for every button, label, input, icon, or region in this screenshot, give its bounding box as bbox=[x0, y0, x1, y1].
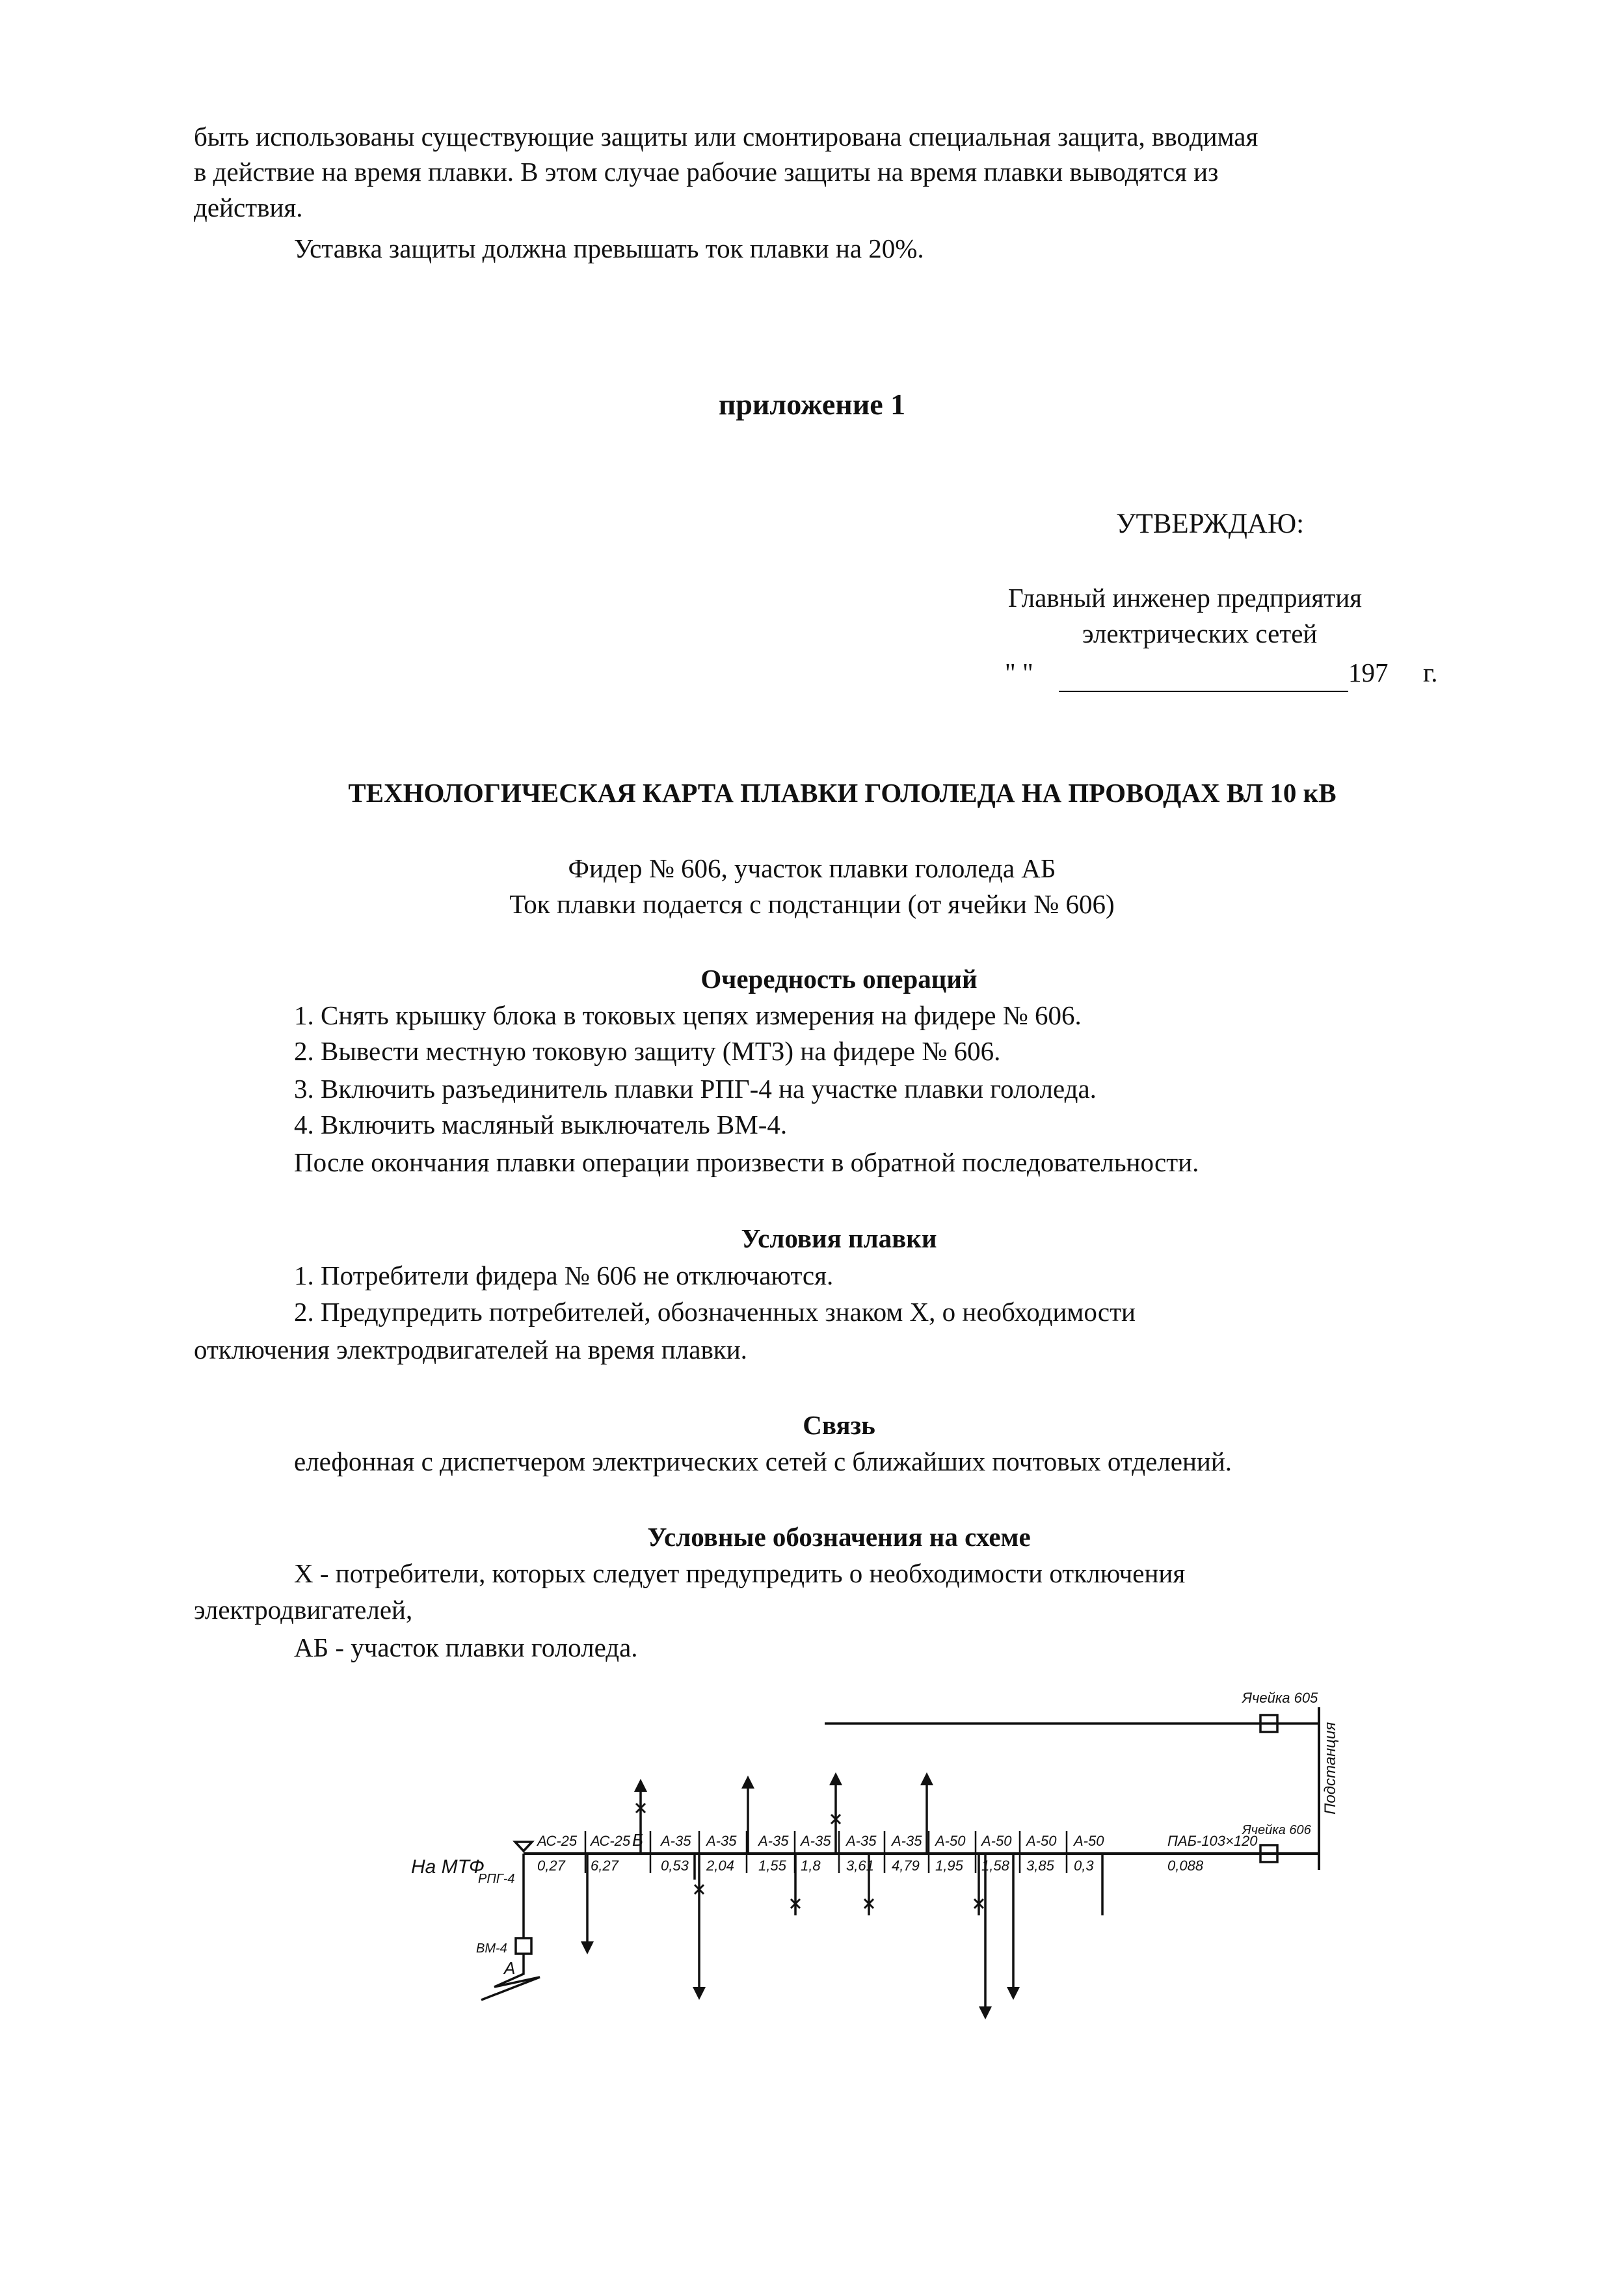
conditions-item-2-line-2: отключения электродвигателей на время плавки. bbox=[194, 1335, 747, 1365]
arrow-icon bbox=[581, 1941, 594, 1954]
point-a-label: А bbox=[504, 1958, 516, 1978]
intro-line-3: действия. bbox=[194, 193, 303, 222]
wire-type-label: А-50 bbox=[981, 1833, 1012, 1849]
feeder-line-2: Ток плавки подается с подстанции (от ячейки № 606) bbox=[509, 889, 1115, 919]
intro-line-2: в действие на время плавки. В этом случае рабочие защиты на время плавки выводятся из bbox=[194, 157, 1219, 187]
operation-item-4: 4. Включить масляный выключатель ВМ-4. bbox=[294, 1110, 788, 1139]
wire-type-label: А-50 bbox=[1074, 1833, 1104, 1849]
vm-4-breaker-box bbox=[516, 1938, 531, 1954]
operations-after: После окончания плавки операции произвести в обратной последовательности. bbox=[294, 1147, 1199, 1177]
segment-length-label: 1,58 bbox=[981, 1857, 1009, 1874]
cell-606-label: Ячейка 606 bbox=[1242, 1823, 1311, 1837]
wire-type-label: А-35 bbox=[892, 1833, 922, 1849]
legend-x-line-2: электродвигателей, bbox=[194, 1595, 413, 1625]
substation-label: Подстанция bbox=[1322, 1722, 1339, 1815]
approval-date-quotes: " " bbox=[1005, 658, 1033, 687]
wire-type-label: АС-25 bbox=[537, 1833, 578, 1849]
intro-line-4: Уставка защиты должна превышать ток плавки на 20%. bbox=[294, 233, 924, 263]
segment-length-label: 0,088 bbox=[1167, 1857, 1204, 1874]
segment-length-label: 3,85 bbox=[1026, 1857, 1054, 1874]
wire-type-label: А-35 bbox=[846, 1833, 877, 1849]
approval-position-line-2: электрических сетей bbox=[1082, 619, 1318, 648]
wire-type-labels bbox=[536, 1833, 1258, 1849]
operation-item-3: 3. Включить разъединитель плавки РПГ-4 на участке плавки гололеда. bbox=[294, 1074, 1097, 1104]
intro-line-1: быть использованы существующие защиты или смонтирована специальная защита, вводимая bbox=[194, 122, 1258, 152]
segment-length-label: 1,55 bbox=[758, 1857, 786, 1874]
wire-type-label: АС-25 bbox=[591, 1833, 631, 1849]
wire-type-label: А-35 bbox=[758, 1833, 789, 1849]
arrow-icon bbox=[634, 1779, 647, 1792]
approval-date-suffix: г. bbox=[1423, 658, 1438, 687]
arrow-icon bbox=[693, 1987, 706, 2000]
main-title: ТЕХНОЛОГИЧЕСКАЯ КАРТА ПЛАВКИ ГОЛОЛЕДА НА ПРОВОДАХ ВЛ 10 кВ bbox=[348, 778, 1337, 808]
arrow-icon bbox=[741, 1776, 754, 1789]
arrow-icon bbox=[920, 1772, 933, 1785]
approval-date-year: 197 bbox=[1348, 658, 1389, 687]
wire-type-label: А-50 bbox=[935, 1833, 966, 1849]
communication-heading: Связь bbox=[803, 1410, 875, 1440]
conditions-item-2-line-1: 2. Предупредить потребителей, обозначенных знаком X, о необходимости bbox=[294, 1297, 1136, 1327]
segment-length-label: 6,27 bbox=[591, 1857, 619, 1874]
approval-position-line-1: Главный инженер предприятия bbox=[1008, 583, 1362, 613]
arrow-icon bbox=[1007, 1987, 1020, 2000]
conditions-item-1: 1. Потребители фидера № 606 не отключаются. bbox=[294, 1260, 834, 1290]
segment-length-label: 0,27 bbox=[537, 1857, 565, 1874]
point-b-label: Б bbox=[632, 1830, 643, 1850]
conditions-heading: Условия плавки bbox=[741, 1223, 937, 1253]
communication-text: елефонная с диспетчером электрических сетей с ближайших почтовых отделений. bbox=[294, 1446, 1232, 1476]
operations-heading: Очередность операций bbox=[700, 964, 978, 994]
wire-type-label: А-50 bbox=[1026, 1833, 1057, 1849]
arrow-icon bbox=[829, 1772, 842, 1785]
segment-length-label: 1,95 bbox=[935, 1857, 963, 1874]
wire-type-label: А-35 bbox=[801, 1833, 831, 1849]
feeder-line-1: Фидер № 606, участок плавки гололеда АБ bbox=[568, 853, 1056, 883]
appendix-title: приложение 1 bbox=[718, 388, 906, 421]
segment-length-label: 0,3 bbox=[1074, 1857, 1094, 1874]
na-mtf-label: На МТФ bbox=[411, 1856, 485, 1878]
segment-length-label: 2,04 bbox=[706, 1857, 734, 1874]
segment-length-label: 4,79 bbox=[892, 1857, 920, 1874]
segment-length-label: 1,8 bbox=[801, 1857, 821, 1874]
legend-heading: Условные обозначения на схеме bbox=[647, 1522, 1031, 1552]
arrow-icon bbox=[979, 2006, 992, 2019]
start-triangle-icon bbox=[515, 1842, 532, 1851]
wire-type-label: ПАБ-103×120 bbox=[1167, 1833, 1258, 1849]
approval-heading: УТВЕРЖДАЮ: bbox=[1116, 509, 1305, 539]
operation-item-1: 1. Снять крышку блока в токовых цепях измерения на фидере № 606. bbox=[294, 1000, 1082, 1030]
rpg-4-label: РПГ-4 bbox=[478, 1872, 515, 1886]
segment-length-label: 3,61 bbox=[846, 1857, 874, 1874]
wire-type-label: А-35 bbox=[661, 1833, 691, 1849]
segment-length-labels bbox=[537, 1857, 1204, 1874]
operation-item-2: 2. Вывести местную токовую защиту (МТЗ) на фидере № 606. bbox=[294, 1036, 1001, 1066]
segment-length-label: 0,53 bbox=[661, 1857, 689, 1874]
legend-ab-line: АБ - участок плавки гололеда. bbox=[294, 1632, 638, 1662]
cell-605-label: Ячейка 605 bbox=[1242, 1690, 1318, 1706]
wire-type-label: А-35 bbox=[706, 1833, 737, 1849]
vm-4-label: ВМ-4 bbox=[476, 1941, 507, 1956]
legend-x-line-1: X - потребители, которых следует предупредить о необходимости отключения bbox=[294, 1558, 1186, 1588]
